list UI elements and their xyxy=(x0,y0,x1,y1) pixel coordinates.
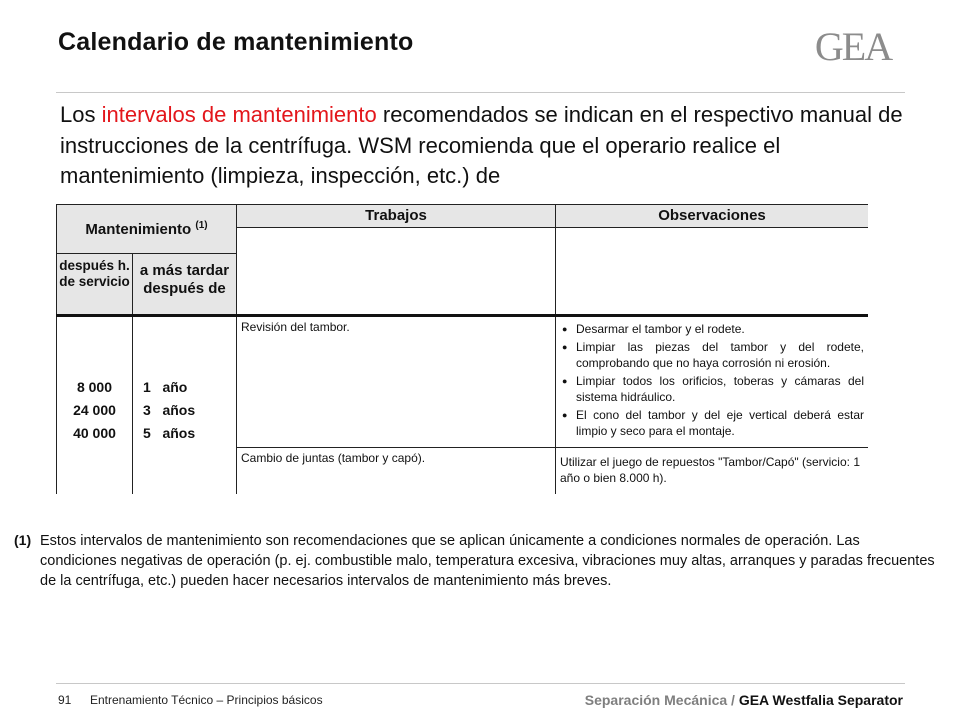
course-title: Entrenamiento Técnico – Principios básicos xyxy=(90,693,323,707)
header-divider xyxy=(56,92,905,93)
company-label: GEA Westfalia Separator xyxy=(738,692,903,708)
maintenance-table xyxy=(56,204,868,494)
division-label: Separación Mecánica / xyxy=(584,692,735,708)
footnote-text: Estos intervalos de mantenimiento son recomendaciones que se aplican únicamente a condiciones normales de operación. Las condiciones negativas de operación (p. ej. combustible malo, temperatura excesiva, vibraciones muy altas, arranques y paradas frecuentes de la centrífuga, etc.) pueden hacer necesarios intervalos de mantenimiento más breves. xyxy=(40,533,935,589)
header-trabajos: Trabajos xyxy=(237,205,556,228)
work-seal-change: Cambio de juntas (tambor y capó). xyxy=(237,448,556,495)
years-cell xyxy=(133,316,237,495)
header-blank-trabajos xyxy=(237,228,556,316)
footnote-marker: (1) xyxy=(14,532,32,548)
subheader-hours: después h. de servicio xyxy=(57,254,133,316)
obs-item: ● Limpiar las piezas del tambor y del rodete, comprobando que no haya corrosión ni erosión. xyxy=(560,339,864,371)
hours-value: 24 000 xyxy=(73,402,116,418)
gea-logo xyxy=(800,24,906,68)
hours-value: 8 000 xyxy=(76,379,113,395)
header-observaciones: Observaciones xyxy=(556,205,869,228)
years-value: 5 años xyxy=(143,425,196,441)
intro-text-end: recomendados se indican en el respectivo manual de instrucciones de la centrífuga. WSM recomienda que el operario realice el mantenimiento (limpieza, inspección, etc.) de xyxy=(60,102,903,188)
years-value: 3 años xyxy=(143,402,196,418)
page-title: Calendario de mantenimiento xyxy=(58,28,414,56)
obs-drum-review xyxy=(556,316,869,448)
hours-cell xyxy=(57,316,133,495)
hours-value: 40 000 xyxy=(73,425,116,441)
years-value: 1 año xyxy=(143,379,188,395)
work-drum-review: Revisión del tambor. xyxy=(237,316,556,448)
page-number: 91 xyxy=(58,693,72,707)
obs-seal-change: Utilizar el juego de repuestos "Tambor/Capó" (servicio: 1 año o bien 8.000 h). xyxy=(556,448,869,495)
obs-item: ● Limpiar todos los orificios, toberas y cámaras del sistema hidráulico. xyxy=(560,373,864,405)
footer-divider xyxy=(56,683,905,684)
intro-highlight: intervalos de mantenimiento xyxy=(101,102,377,127)
subheader-years: a más tardar después de xyxy=(133,254,237,316)
footer-company xyxy=(585,692,903,708)
header-mantenimiento: Mantenimiento $^{(1)}$ xyxy=(57,205,237,254)
intro-text-start: Los xyxy=(60,102,102,127)
obs-item: ● Desarmar el tambor y el rodete. xyxy=(560,321,864,337)
intro-paragraph xyxy=(60,100,905,204)
svg-text:GEA: GEA xyxy=(814,24,892,68)
obs-item: ● El cono del tambor y del eje vertical deberá estar limpio y seco para el montaje. xyxy=(560,407,864,439)
header-blank-observaciones xyxy=(556,228,869,316)
